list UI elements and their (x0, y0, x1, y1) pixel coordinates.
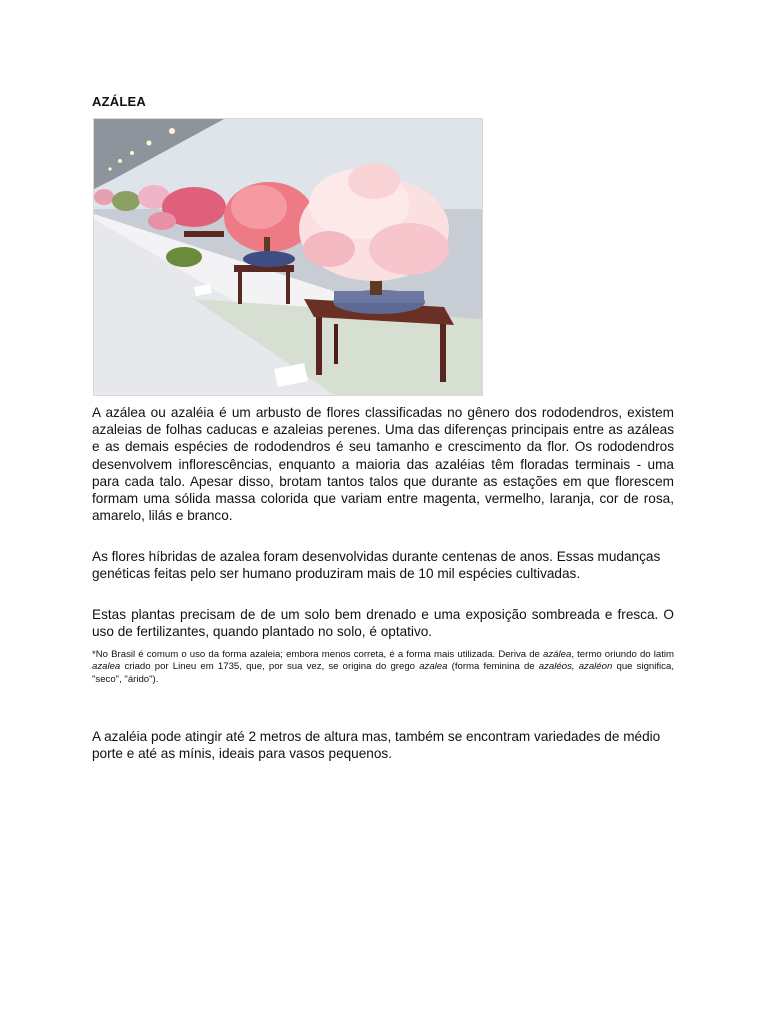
azalea-bonsai-photo (93, 118, 483, 396)
footnote-term-1: azálea (543, 649, 572, 660)
footnote (92, 649, 674, 686)
footnote-text-1: *No Brasil é comum o uso da forma azaleia; embora menos correta, é a forma mais utilizada. Deriva de (92, 649, 544, 660)
footnote-term-3: azalea (419, 661, 448, 673)
paragraph-3: Estas plantas precisam de de um solo bem drenado e uma exposição sombreada e fresca. O uso de fertilizantes, quando plantado no solo, é optativo. (92, 607, 674, 640)
footnote-text-5: que significa, "seco", "árido"). (92, 661, 674, 685)
footnote-text-3: criado por Lineu em 1735, que, por sua vez, se origina do grego (120, 661, 420, 673)
paragraph-4: A azaléia pode atingir até 2 metros de altura mas, também se encontram variedades de médio porte e até as mínis, ideais para vasos pequenos. (92, 729, 661, 762)
footnote-text-2: , termo oriundo do latim (571, 649, 675, 660)
footnote-text-4: (forma feminina de (447, 661, 539, 673)
footnote-term-4: azaléos, azaléon (538, 661, 613, 673)
document-title: AZÁLEA (92, 94, 146, 109)
footnote-term-2: azalea (92, 661, 121, 673)
paragraph-1: A azálea ou azaléia é um arbusto de flores classificadas no gênero dos rododendros, existem azaleias de folhas caducas e azaleias perenes. Uma das diferenças principais entre as azáleas e as demais espécies de rododendros é seu tamanho e crescimento da flor. Os rododendros desenvolvem inflorescências, enquanto a maioria das azaléias têm floradas terminais - uma para cada talo. Apesar disso, brotam tantos talos que durante as estações em que florescem formam uma sólida massa colorida que variam entre magenta, vermelho, laranja, cor de rosa, amarelo, lilás e branco. (92, 405, 674, 524)
paragraph-2: As flores híbridas de azalea foram desenvolvidas durante centenas de anos. Essas mudanças genéticas feitas pelo ser humano produziram mais de 10 mil espécies cultivadas. (92, 549, 661, 582)
